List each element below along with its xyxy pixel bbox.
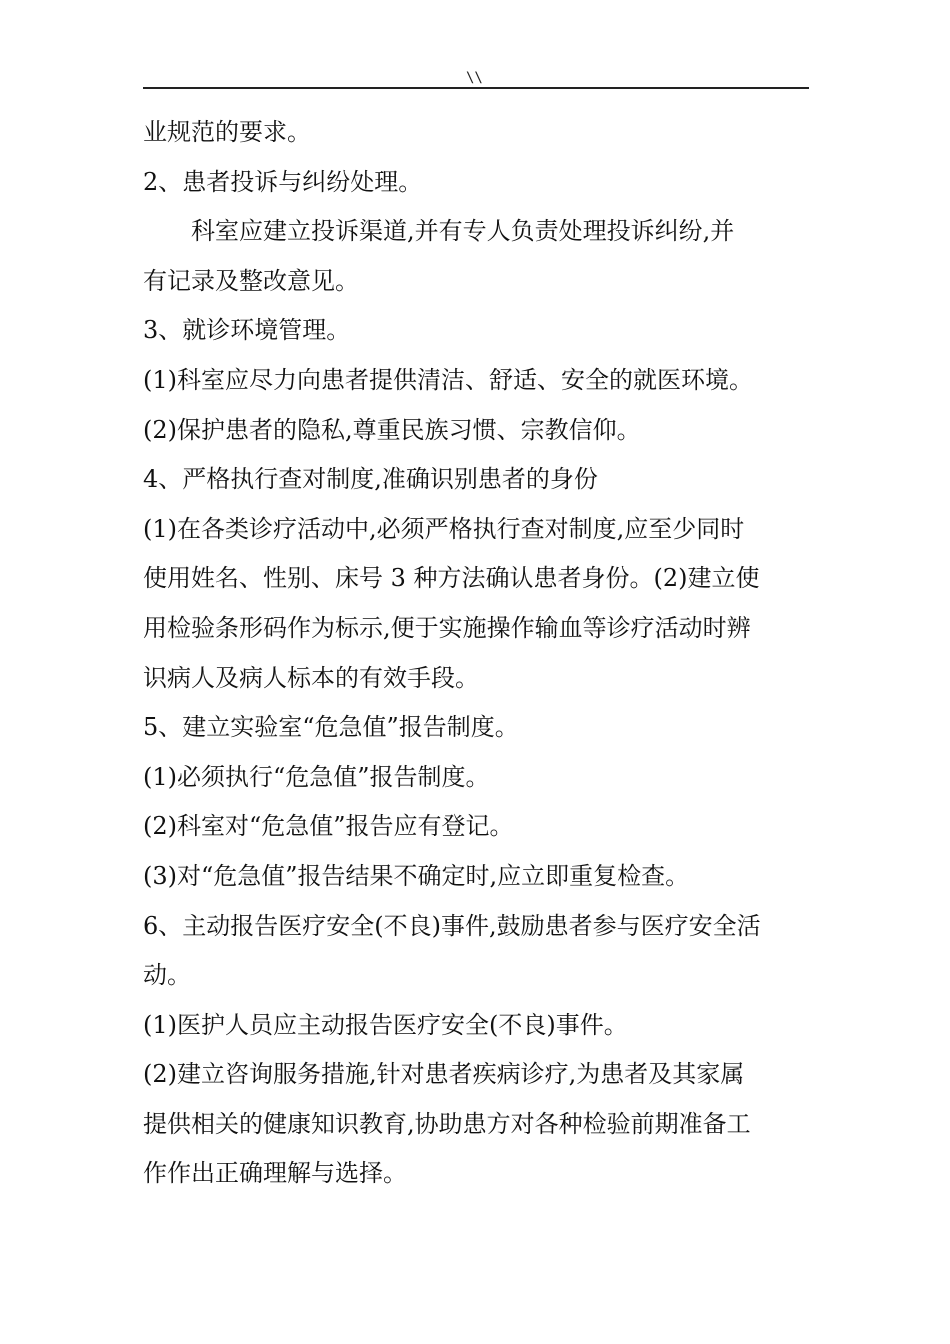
text-line: 提供相关的健康知识教育,协助患方对各种检验前期准备工 [143, 1109, 751, 1138]
text-line: 动。 [143, 961, 191, 990]
text-line: 使用姓名、性别、床号 3 种方法确认患者身份。(2)建立使 [143, 564, 760, 593]
text-line: (3)对“危急值”报告结果不确定时,应立即重复检查。 [143, 861, 690, 890]
header-rule [143, 87, 809, 89]
text-line: (1)必须执行“危急值”报告制度。 [143, 762, 490, 791]
document-body [143, 108, 813, 1199]
text-line: (1)在各类诊疗活动中,必须严格执行查对制度,应至少同时 [143, 514, 745, 543]
section-heading: 6、主动报告医疗安全(不良)事件,鼓励患者参与医疗安全活 [143, 911, 761, 940]
section-heading: 5、建立实验室“危急值”报告制度。 [143, 713, 519, 742]
text-line: 用检验条形码作为标示,便于实施操作输血等诊疗活动时辨 [143, 613, 751, 642]
section-heading: 2、患者投诉与纠纷处理。 [143, 167, 423, 196]
section-heading: 4、严格执行查对制度,准确识别患者的身份 [143, 465, 598, 494]
text-line: 科室应建立投诉渠道,并有专人负责处理投诉纠纷,并 [191, 217, 735, 246]
header-mark: \\ [466, 70, 483, 86]
text-line: 作作出正确理解与选择。 [143, 1159, 407, 1188]
text-line: (2)保护患者的隐私,尊重民族习惯、宗教信仰。 [143, 415, 641, 444]
text-line: (2)科室对“危急值”报告应有登记。 [143, 812, 514, 841]
text-line: (1)科室应尽力向患者提供清洁、舒适、安全的就医环境。 [143, 365, 753, 394]
text-line: 识病人及病人标本的有效手段。 [143, 663, 479, 692]
text-line: 业规范的要求。 [143, 118, 311, 146]
text-line: 有记录及整改意见。 [143, 266, 359, 295]
text-line: (1)医护人员应主动报告医疗安全(不良)事件。 [143, 1010, 628, 1039]
section-heading: 3、就诊环境管理。 [143, 316, 351, 345]
text-line: (2)建立咨询服务措施,针对患者疾病诊疗,为患者及其家属 [143, 1060, 745, 1089]
